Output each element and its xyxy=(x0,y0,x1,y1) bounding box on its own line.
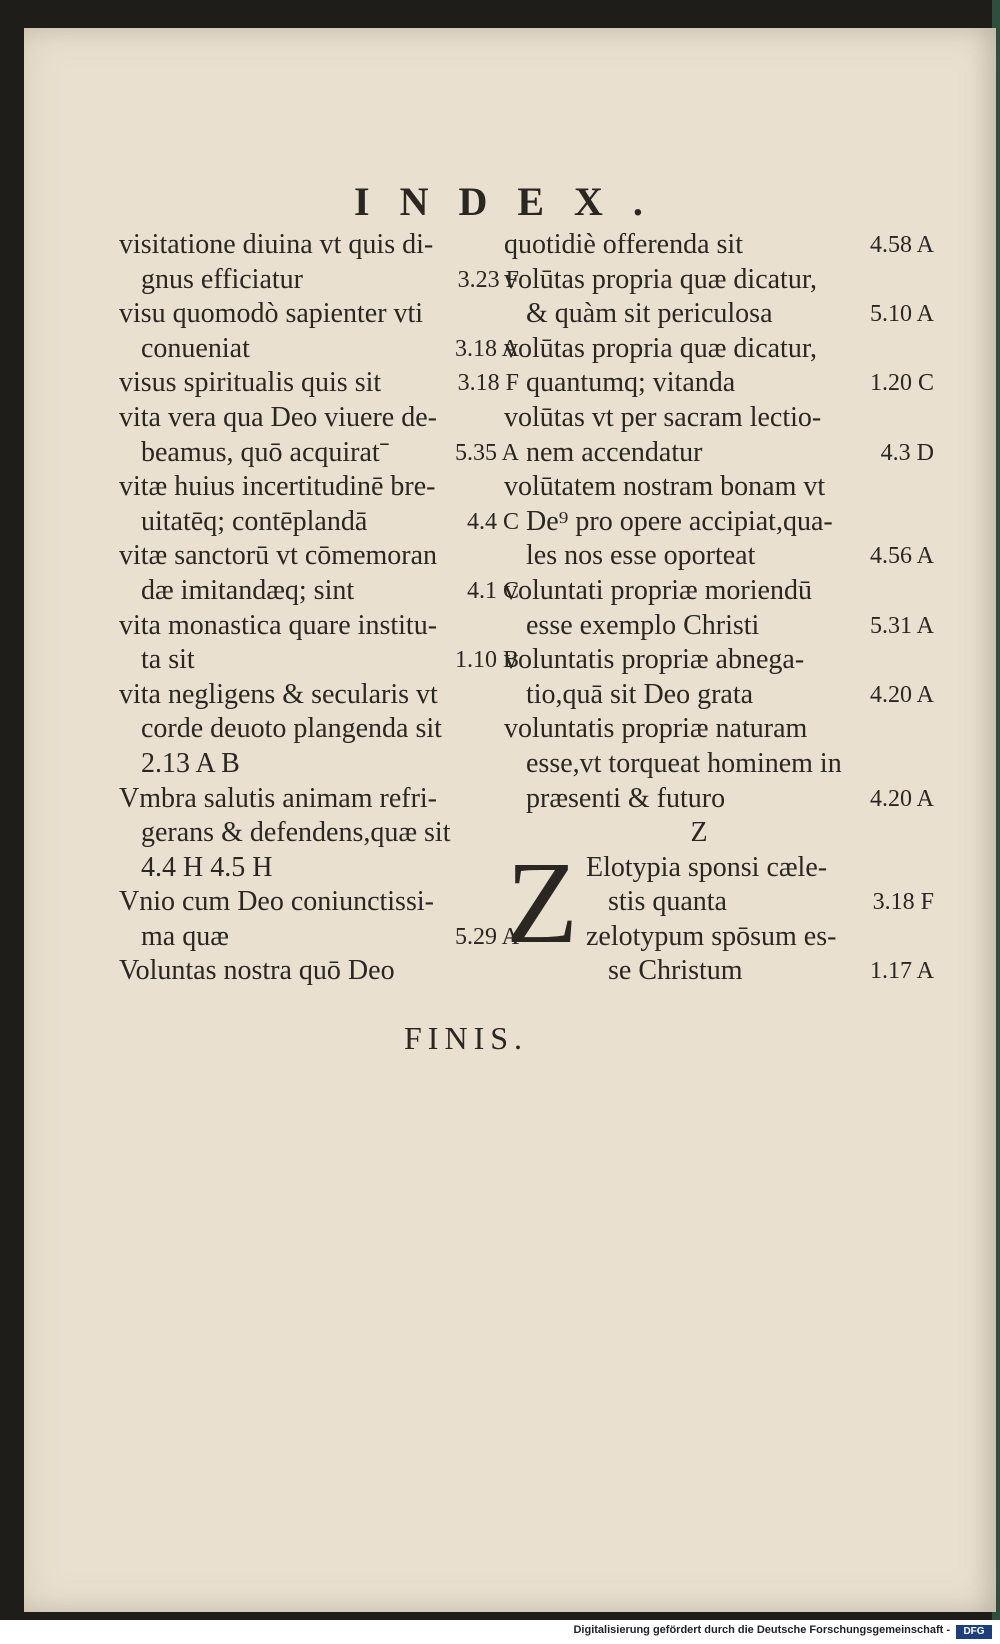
z-section xyxy=(504,836,934,989)
index-entry xyxy=(586,851,934,920)
digitization-credit: Digitalisierung gefördert durch die Deutsche Forschungsgemeinschaft - xyxy=(573,1624,950,1636)
page-reference: 5.29 A xyxy=(454,923,519,950)
page-reference: 3.23 F xyxy=(457,266,519,293)
page-reference: 3.18 F xyxy=(872,889,934,916)
dfg-logo: DFG xyxy=(956,1625,992,1639)
entry-line: visus spiritualis quis sit xyxy=(119,367,382,399)
index-entry xyxy=(504,228,934,263)
index-entry xyxy=(504,574,934,643)
page-reference: 4.1 C xyxy=(466,577,519,604)
index-entry xyxy=(119,885,519,954)
entry-line: zelotypum spōsum es- xyxy=(586,920,837,952)
page-reference: 4.20 A xyxy=(869,681,934,708)
book-page xyxy=(24,28,996,1612)
page-reference: 5.10 A xyxy=(869,301,934,328)
entry-line: vitæ huius incertitudinē bre- xyxy=(119,471,436,503)
running-head: INDEX. xyxy=(354,179,673,224)
page-reference: 1.17 A xyxy=(869,958,934,985)
entry-line: Elotypia sponsi cæle- xyxy=(586,851,828,883)
index-entries-v xyxy=(504,228,934,816)
entry-line: stis quanta xyxy=(608,886,727,918)
index-column-right xyxy=(504,228,934,989)
index-entry xyxy=(119,782,519,886)
entry-line: 2.13 A B xyxy=(141,747,240,779)
entry-line: gerans & defendens,quæ sit xyxy=(141,817,451,849)
entry-line: ta sit xyxy=(141,644,195,676)
entry-line: conueniat xyxy=(141,332,250,364)
page-reference: 4.56 A xyxy=(869,543,934,570)
entry-line: uitatēq; contēplandā xyxy=(141,505,368,537)
entry-line: voluntati propriæ moriendū xyxy=(504,574,812,606)
entry-line: gnus efficiatur xyxy=(141,263,303,295)
entry-line: corde deuoto plangenda sit xyxy=(141,713,442,745)
entry-line: beamus, quō acquiratˉ xyxy=(141,436,390,468)
entry-line: De⁹ pro opere accipiat,qua- xyxy=(526,505,833,537)
index-entry xyxy=(504,712,934,816)
entry-line: Vmbra salutis animam refri- xyxy=(119,782,438,814)
index-entry xyxy=(504,643,934,712)
entry-line: esse exemplo Christi xyxy=(526,609,760,641)
entry-line: voluntatis propriæ abnega- xyxy=(504,644,805,676)
index-entry xyxy=(504,401,934,470)
entry-line: esse,vt torqueat hominem in xyxy=(526,747,842,779)
page-reference: 4.4 C xyxy=(466,508,519,535)
page-reference: 5.31 A xyxy=(869,612,934,639)
page-reference: 1.10 B xyxy=(454,647,519,674)
index-entry xyxy=(119,366,519,401)
entry-line: vita monastica quare institu- xyxy=(119,609,438,641)
entry-line: volūtatem nostram bonam vt xyxy=(504,471,826,503)
entry-line: dæ imitandæq; sint xyxy=(141,574,355,606)
entry-line: tio,quā sit Deo grata xyxy=(526,678,754,710)
entry-line: vita negligens & secularis vt xyxy=(119,678,438,710)
entry-line: voluntatis propriæ naturam xyxy=(504,713,808,745)
index-entry xyxy=(119,470,519,539)
entry-line: nem accendatur xyxy=(526,436,703,468)
decorated-initial: Z xyxy=(506,836,579,968)
index-entry xyxy=(119,539,519,608)
index-entry xyxy=(586,920,934,989)
entry-line: ma quæ xyxy=(141,920,229,952)
entry-line: Vnio cum Deo coniunctissi- xyxy=(119,886,434,918)
page-reference: 4.3 D xyxy=(880,439,934,466)
section-heading-z: Z xyxy=(690,817,708,849)
page-reference: 5.35 A xyxy=(454,439,519,466)
index-entry xyxy=(504,470,934,574)
index-entry xyxy=(119,609,519,678)
entry-line: volūtas vt per sacram lectio- xyxy=(504,401,822,433)
entry-line: vita vera qua Deo viuere de- xyxy=(119,401,437,433)
entry-line: volūtas propria quæ dicatur, xyxy=(504,332,818,364)
entry-line: Voluntas nostra quō Deo xyxy=(119,955,395,987)
page-reference: 3.18 F xyxy=(457,370,519,397)
page-reference: 4.20 A xyxy=(869,785,934,812)
entry-line: præsenti & futuro xyxy=(526,782,726,814)
index-entry xyxy=(119,678,519,782)
entry-line: visitatione diuina vt quis di- xyxy=(119,229,434,260)
page-reference: 4.58 A xyxy=(869,232,934,258)
index-entry xyxy=(504,263,934,332)
index-entries-z xyxy=(586,851,934,989)
entry-line: 4.4 H 4.5 H xyxy=(141,851,273,883)
index-entry xyxy=(119,954,519,989)
entry-line: volūtas propria quæ dicatur, xyxy=(504,263,818,295)
entry-line: les nos esse oporteat xyxy=(526,540,756,572)
entry-line: & quàm sit periculosa xyxy=(526,298,773,330)
page-reference: 1.20 C xyxy=(869,370,934,397)
entry-line: quantumq; vitanda xyxy=(526,367,736,399)
entry-line: quotidiè offerenda sit xyxy=(504,229,743,260)
entry-line: vitæ sanctorū vt cōmemoran xyxy=(119,540,438,572)
index-column-left xyxy=(119,228,519,989)
finis-colophon: FINIS. xyxy=(404,1020,529,1056)
index-entry xyxy=(119,228,519,297)
index-entry xyxy=(119,297,519,366)
index-entry xyxy=(119,401,519,470)
index-entry xyxy=(504,332,934,401)
entry-line: visu quomodò sapienter vti xyxy=(119,298,424,330)
page-reference: 3.18 A xyxy=(454,335,519,362)
entry-line: se Christum xyxy=(608,955,743,987)
